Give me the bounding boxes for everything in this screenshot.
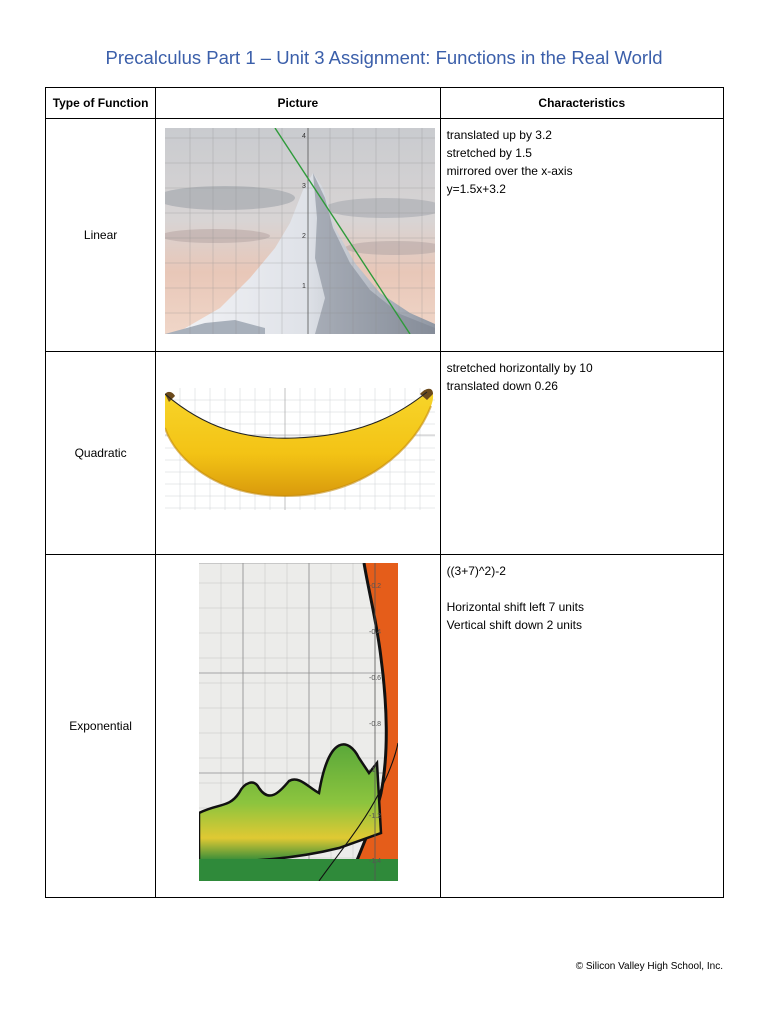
characteristic-line: [447, 580, 717, 598]
page-title: Precalculus Part 1 – Unit 3 Assignment: Functions in the Real World: [105, 47, 663, 68]
characteristic-line: stretched horizontally by 10: [446, 361, 593, 375]
characteristic-line: translated up by 3.2: [446, 128, 552, 142]
mountain-graph-image: [165, 128, 435, 334]
banana-graph-image: [165, 388, 435, 510]
function-type-exponential: Exponential: [46, 555, 156, 898]
exponential-axis-label: -1.2: [369, 813, 382, 820]
characteristic-line: translated down 0.26: [446, 379, 558, 393]
linear-axis-label: 2: [302, 233, 307, 240]
picture-cell: [156, 119, 440, 352]
picture-cell: [156, 555, 440, 898]
characteristic-line: mirrored over the x-axis: [446, 164, 573, 178]
table-row: [46, 352, 724, 555]
table-header-row: [46, 88, 724, 119]
linear-axis-label: 3: [302, 183, 307, 190]
characteristic-line: ((3+7)^2)-2: [446, 564, 506, 578]
exponential-axis-label: -0.6: [369, 675, 382, 682]
characteristic-line: Vertical shift down 2 units: [446, 618, 582, 632]
characteristic-line: Horizontal shift left 7 units: [446, 600, 584, 614]
characteristics-cell: [440, 352, 723, 555]
table-row: [46, 555, 724, 898]
wave-graph-image: [199, 563, 398, 881]
exponential-axis-label: -0.8: [369, 721, 382, 728]
function-type-quadratic: Quadratic: [46, 352, 156, 555]
table-row: [46, 119, 724, 352]
picture-cell: [156, 352, 440, 555]
header-characteristics: Characteristics: [440, 88, 723, 119]
functions-table: [45, 87, 724, 898]
function-type-linear: Linear: [46, 119, 156, 352]
characteristic-line: y=1.5x+3.2: [446, 182, 506, 196]
exponential-axis-label: -1: [369, 767, 376, 774]
copyright-footer: © Silicon Valley High School, Inc.: [575, 961, 723, 972]
characteristics-cell: [440, 119, 723, 352]
header-picture: Picture: [156, 88, 440, 119]
linear-axis-label: 4: [302, 133, 307, 140]
characteristics-cell: [440, 555, 723, 898]
characteristic-line: stretched by 1.5: [446, 146, 532, 160]
linear-axis-label: 1: [302, 283, 307, 290]
exponential-axis-label: -0.4: [369, 629, 382, 636]
exponential-axis-label: -1.4: [369, 858, 382, 865]
header-type: Type of Function: [46, 88, 156, 119]
exponential-axis-label: -0.2: [369, 583, 382, 590]
